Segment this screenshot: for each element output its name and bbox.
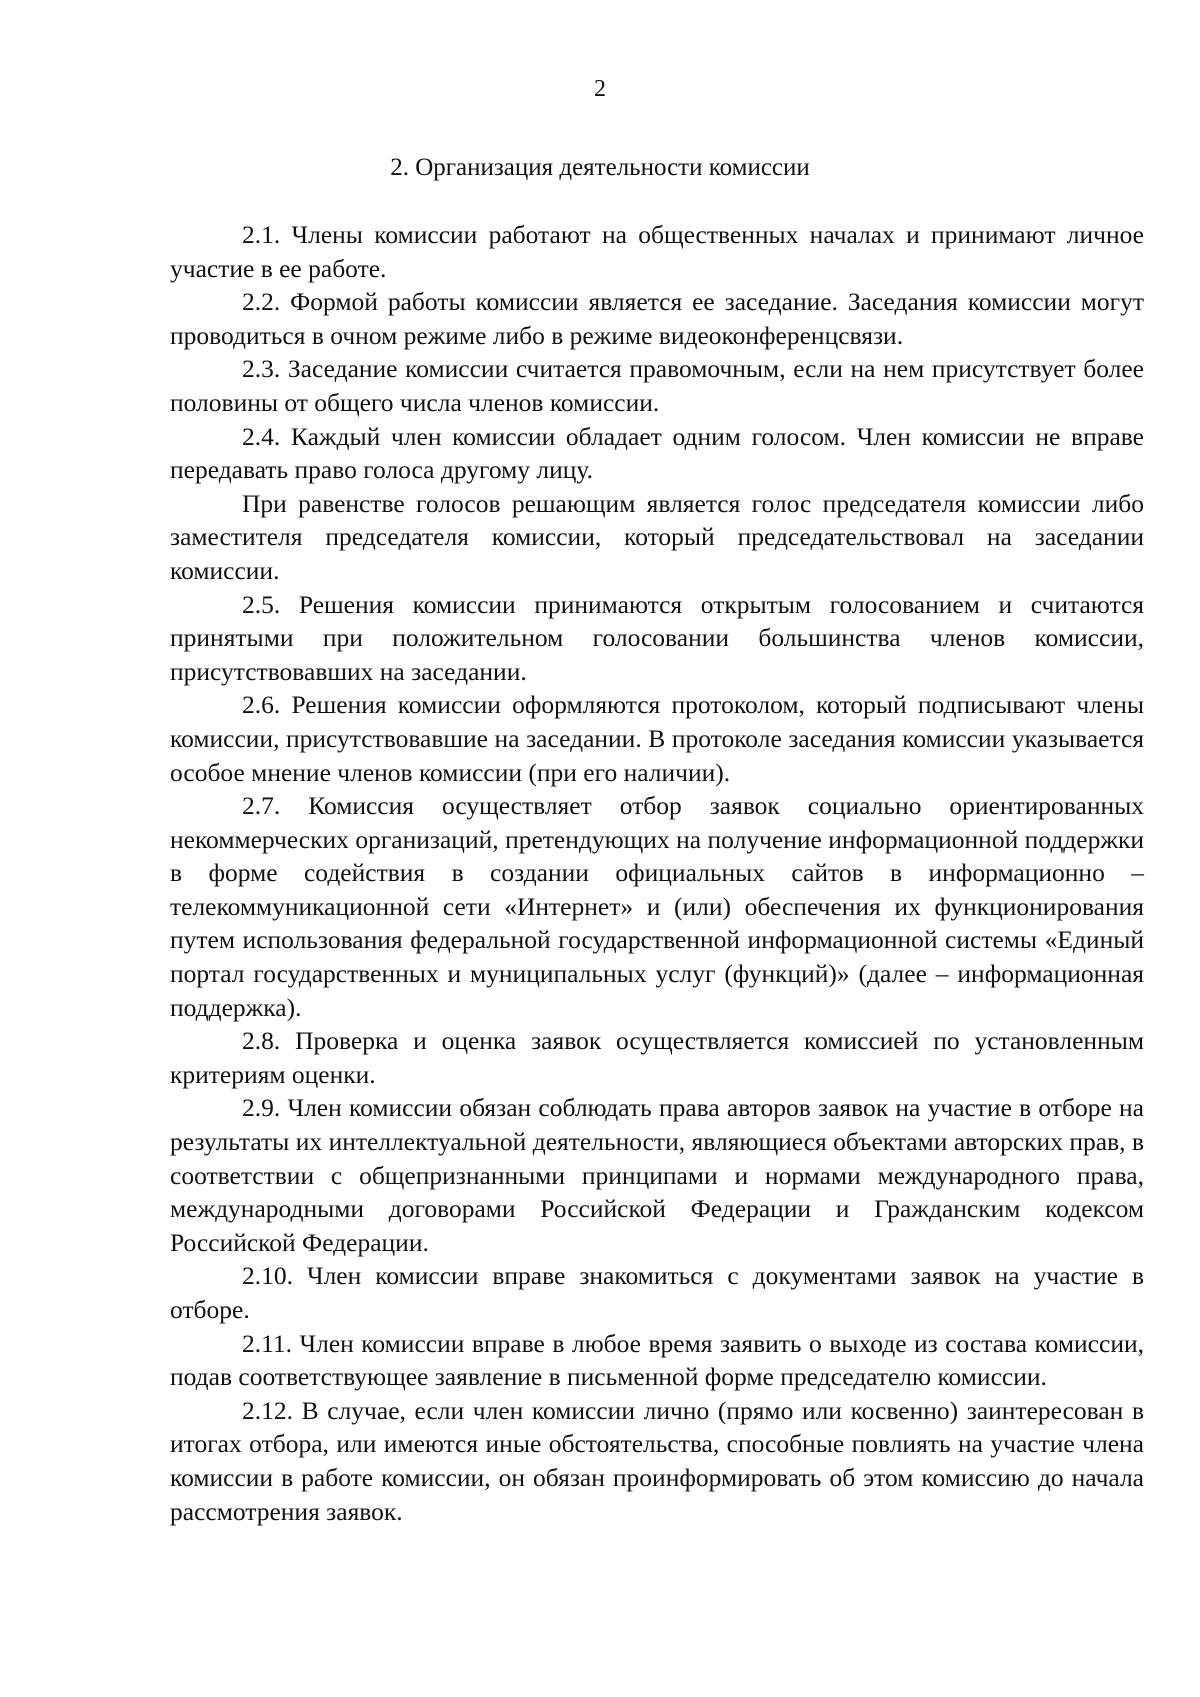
paragraph-2-4-tie-vote: При равенстве голосов решающим является голос председателя комиссии либо заместителя председателя комиссии, который председательствовал на заседании комиссии.	[170, 488, 1144, 585]
section-title: 2. Организация деятельности комиссии	[390, 154, 810, 181]
paragraph-2-12: 2.12. В случае, если член комиссии лично (прямо или косвенно) заинтересован в итогах отбора, или имеются иные обстоятельства, способные повлиять на участие члена комиссии в работе комиссии, он обязан проинформировать об этом комиссию до начала рассмотрения заявок.	[170, 1395, 1144, 1526]
paragraph-2-10: 2.10. Член комиссии вправе знакомиться с документами заявок на участие в отборе.	[170, 1261, 1144, 1324]
body-text	[170, 218, 1144, 1528]
paragraph-2-4: 2.4. Каждый член комиссии обладает одним голосом. Член комиссии не вправе передавать право голоса другому лицу.	[170, 421, 1144, 485]
paragraph-2-9: 2.9. Член комиссии обязан соблюдать права авторов заявок на участие в отборе на результаты их интеллектуальной деятельности, являющиеся объектами авторских прав, в соответствии с общепризнанными принципами и нормами международного права, международными договорами Российской Федерации и Гражданским кодексом Российской Федерации.	[170, 1093, 1144, 1257]
paragraph-2-2: 2.2. Формой работы комиссии является ее заседание. Заседания комиссии могут проводиться в очном режиме либо в режиме видеоконференцсвязи.	[170, 287, 1144, 350]
paragraph-2-3: 2.3. Заседание комиссии считается правомочным, если на нем присутствует более половины от общего числа членов комиссии.	[170, 354, 1144, 417]
paragraph-2-11: 2.11. Член комиссии вправе в любое время заявить о выходе из состава комиссии, подав соответствующее заявление в письменной форме председателю комиссии.	[170, 1328, 1144, 1392]
paragraph-2-7: 2.7. Комиссия осуществляет отбор заявок социально ориентированных некоммерческих организаций, претендующих на получение информационной поддержки в форме содействия в создании официальных сайтов в информационно – телекоммуникационной сети «Интернет» и (или) обеспечения их функционирования путем использования федеральной государственной информационной системы «Единый портал государственных и муниципальных услуг (функций)» (далее – информационная поддержка).	[170, 791, 1144, 1022]
page-number: 2	[594, 76, 606, 102]
paragraph-2-1: 2.1. Члены комиссии работают на общественных началах и принимают личное участие в ее работе.	[170, 220, 1144, 283]
paragraph-2-8: 2.8. Проверка и оценка заявок осуществляется комиссией по установленным критериям оценки.	[170, 1026, 1144, 1089]
paragraph-2-5: 2.5. Решения комиссии принимаются открытым голосованием и считаются принятыми при положительном голосовании большинства членов комиссии, присутствовавших на заседании.	[170, 589, 1144, 686]
paragraph-2-6: 2.6. Решения комиссии оформляются протоколом, который подписывают члены комиссии, присутствовавшие на заседании. В протоколе заседания комиссии указывается особое мнение членов комиссии (при его наличии).	[170, 690, 1144, 787]
